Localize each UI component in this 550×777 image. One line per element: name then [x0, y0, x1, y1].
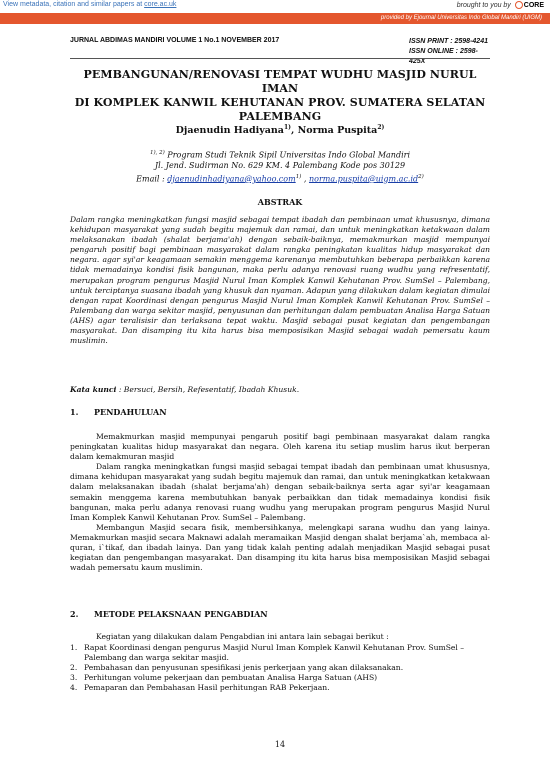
- abstract-heading: ABSTRAK: [257, 197, 303, 207]
- section-1-heading: [70, 407, 490, 417]
- affiliation-line-1: [70, 148, 490, 161]
- section-1-body: [70, 432, 490, 573]
- page-number: 14: [274, 740, 286, 749]
- section-2-heading: [70, 609, 490, 619]
- keywords-label: Kata kunci: [70, 385, 117, 394]
- section-1-paragraph-2: Dalam rangka meningkatkan fungsi masjid sebagai tempat ibadah dan pembinaan umat khususnya, dimana kehidupan masyarakat yang sudah begitu majemuk dan ramai, dan untuk meningkatkan ketakwaan dalam melaksanakan ibadah (shalat berjama'ah) dengan sebaik-baiknya serta agar syi'ar keagamaan semakin menggema karena membutuhkan banyak perbaikkan dan tidak memadainya kondisi fisik bangunan, maka perlu adanya renovasi ruang wudhu yang merupakan program pengurus Masjid Nurul Iman Komplek Kanwil Kehutanan Prov. SumSel – Palembang.: [70, 462, 490, 522]
- affiliation-sup: 1), 2): [149, 150, 165, 156]
- section-2-intro-block: [70, 632, 490, 642]
- list-item-text: Pemaparan dan Pembahasan Hasil perhitungan RAB Pekerjaan.: [84, 683, 330, 693]
- title-line-3: PALEMBANG: [238, 110, 322, 123]
- author-1-sup: 1): [283, 124, 291, 131]
- core-logo[interactable]: [515, 2, 544, 9]
- core-banner: [0, 0, 550, 12]
- abstract-text: Dalam rangka meningkatkan fungsi masjid sebagai tempat ibadah dan pembinaan umat khususnya, dimana kehidupan masyarakat yang sudah begitu majemuk dan ramai, dan untuk meningkatkan ketakwaan dalam melaksanakan ibadah (shalat berjama'ah) dengan sebaik-baiknya, memakmurkan masjid mempunyai pengaruh positif bagi pembinaan masyarakat dalam rangka peningkatan kualitas hidup masyarakat dan negara. agar syi'ar keagamaan semakin menggema karenanya membutuhkan beberapa perbaikkan karena tidak memadainya kondisi fisik bangunan, maka perlu adanya renovasi ruang wudhu yang refresentatif, merupakan program pengurus Masjid Nurul Iman Komplek Kanwil Kehutanan Prov. SumSel – Palembang, untuk terciptanya suasana ibadah yang khusuk dan nyaman. Adapun yang dilakukan dalam kegiatan dimulai dengan rapat Koordinasi dengan pengurus Masjid Nurul Iman Komplek Kanwil Kehutanan Prov. SumSel – Palembang dan warga sekitar masjid, penyusunan dan perhitungan dalam pembuatan Analisa Harga Satuan (AHS) agar teralisisir dan terlaksana tepat waktu. Masjid sebagai pusat kegiatan dan pengembangan masyarakat. Dan disamping itu kita harus bisa memposisikan Masjid sebagai wadah pemersatu kaum muslimin.: [70, 215, 490, 346]
- section-1-paragraph-1: Memakmurkan masjid mempunyai pengaruh positif bagi pembinaan masyarakat dalam rangka peningkatan kualitas hidup masyarakat dan negara. Oleh karena itu setiap muslim harus ikut berperan dalam kemakmuran masjid: [70, 432, 490, 462]
- author-1: Djaenudin Hadiyana: [175, 125, 284, 137]
- author-sep: ,: [290, 125, 298, 137]
- list-item-number: 1.: [70, 643, 78, 652]
- list-item-number: 3.: [70, 673, 78, 683]
- core-metadata-text: View metadata, citation and similar papers at: [3, 1, 143, 8]
- section-1-paragraph-3: Membangun Masjid secara fisik, membersihkanya, melengkapi sarana wudhu dan yang lainya. Memakmurkan masjid secara Maknawi adalah meramaikan Masjid dengan shalat berjama`ah, membaca al-quran, i`tikaf, dan ibadah lainya. Dan yang tidak kalah penting adalah menjadikan Masjid sebagai pusat kegiatan dan pengembangan masyarakat. Dan disamping itu kita harus bisa memposisikan Masjid sebagai wadah pemersatu kaum muslimin.: [70, 522, 490, 573]
- authors: [70, 124, 490, 136]
- email-1-sup: 1): [295, 173, 302, 180]
- core-brought-text: brought to you by: [456, 1, 511, 9]
- title-line-2: DI KOMPLEK KANWIL KEHUTANAN PROV. SUMATERA SELATAN: [74, 96, 486, 109]
- core-provided-bar: [0, 13, 550, 24]
- title-line-1: PEMBANGUNAN/RENOVASI TEMPAT WUDHU MASJID NURUL IMAN: [83, 68, 477, 95]
- core-brought-by: [457, 1, 544, 9]
- method-list: [70, 643, 490, 693]
- section-2-title: METODE PELAKSNAAN PENGABDIAN: [94, 609, 268, 619]
- email-link-2[interactable]: norma.puspita@uigm.ac.id: [308, 174, 419, 184]
- list-item-number: 4.: [70, 683, 78, 693]
- list-item-text: Pembahasan dan penyusunan spesifikasi jenis perkerjaan yang akan dilaksanakan.: [84, 663, 404, 673]
- journal-name: JURNAL ABDIMAS MANDIRI VOLUME 1 No.1 NOVEMBER 2017: [70, 37, 280, 44]
- affiliation-program: Program Studi Teknik Sipil Universitas Indo Global Mandiri: [164, 150, 411, 160]
- section-2-intro: Kegiatan yang dilakukan dalam Pengabdian ini antara lain sebagai berikut :: [96, 632, 389, 641]
- core-logo-text: CORE: [523, 1, 544, 9]
- list-item: [70, 683, 490, 693]
- issn-block: [409, 37, 490, 67]
- list-item: [70, 673, 490, 683]
- email-link-1[interactable]: djaenudinhadiyana@yahoo.com: [167, 174, 296, 184]
- header-rule: [70, 58, 490, 59]
- list-item: [70, 663, 490, 673]
- email-2-sup: 2): [418, 173, 424, 180]
- issn-online: ISSN ONLINE : 2598-425X: [409, 48, 478, 65]
- section-1-title: PENDAHULUAN: [94, 407, 167, 417]
- affiliation: [70, 148, 490, 185]
- email-label: Email :: [136, 174, 168, 184]
- issn-print: ISSN PRINT : 2598-4241: [409, 38, 488, 45]
- list-item-number: 2.: [70, 663, 78, 673]
- affiliation-line-2: Jl. Jend. Sudirman No. 629 KM. 4 Palembang Kode pos 30129: [154, 161, 406, 171]
- email-sep: ,: [301, 174, 309, 184]
- list-item-text: Perhitungan volume pekerjaan dan pembuatan Analisa Harga Satuan (AHS): [84, 673, 378, 683]
- core-link[interactable]: core.ac.uk: [144, 1, 177, 8]
- keywords-text: : Bersuci, Bersih, Refesentatif, Ibadah Khusuk.: [116, 385, 300, 394]
- author-2-sup: 2): [377, 124, 385, 131]
- list-item: [70, 643, 490, 663]
- keywords: [70, 385, 490, 394]
- list-item-text: Rapat Koordinasi dengan pengurus Masjid Nurul Iman Komplek Kanwil Kehutanan Prov. SumSel – Palembang dan warga sekitar masjid.: [84, 643, 465, 663]
- core-metadata-link-text: [3, 1, 176, 8]
- core-provided-text[interactable]: provided by Ejournal Universitas Indo Global Mandiri (UIGM): [380, 15, 542, 21]
- section-1-num: 1.: [70, 407, 79, 417]
- paper-title: [70, 68, 490, 124]
- section-2-num: 2.: [70, 609, 79, 619]
- affiliation-email: [70, 172, 490, 185]
- author-2: Norma Puspita: [297, 125, 378, 137]
- core-logo-icon: [515, 1, 523, 9]
